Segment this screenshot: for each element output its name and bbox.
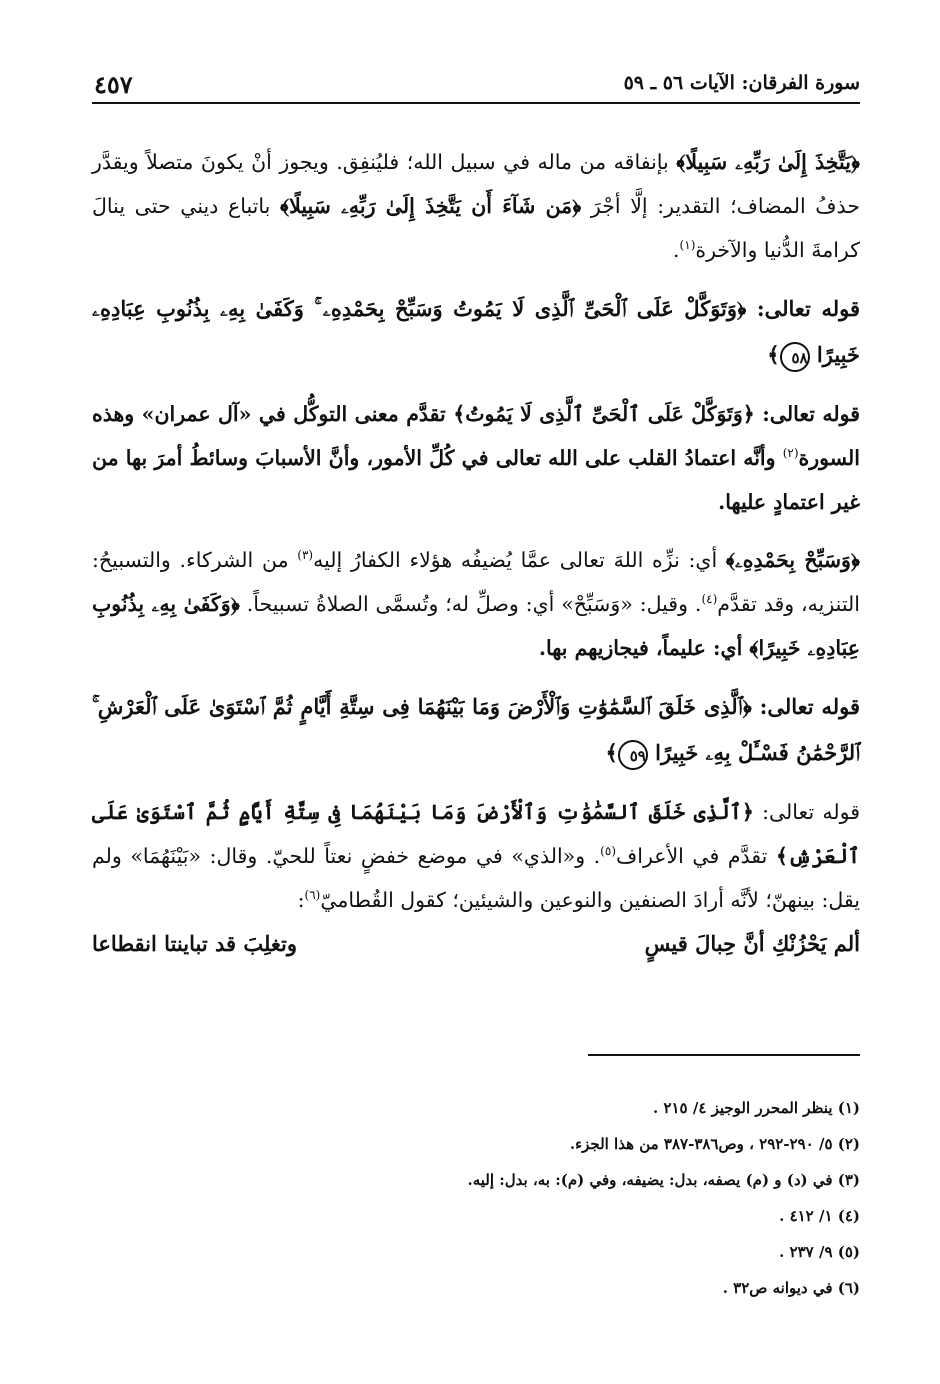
text: . وقيل: «وَسَبِّحْ» أي: وصلِّ له؛ وتُسمَّى الصلاةُ تسبيحاً. — [239, 592, 702, 616]
verse-text: ﴿ٱلَّذِى خَلَقَ ٱلسَّمَٰوَٰتِ وَٱلْأَرْضَ وَمَا بَيْنَهُمَا فِى سِتَّةِ أَيَّامٍ ثُمَّ ٱسْتَوَىٰ عَلَى ٱلْعَرْشِ ۚ ٱلرَّحْمَٰنُ فَسْـَٔلْ بِهِۦ خَبِيرًا — [92, 694, 860, 765]
footnote-item: (٥) ٩/ ٢٣٧ . — [779, 1243, 860, 1261]
page-number: ٤٥٧ — [94, 70, 133, 99]
verse-59-heading — [92, 684, 860, 776]
paragraph-4 — [92, 790, 860, 922]
paragraph-2 — [92, 392, 860, 524]
quran-quote: ﴿مَن شَآءَ أَن يَتَّخِذَ إِلَىٰ رَبِّهِۦ سَبِيلًا﴾ — [280, 194, 582, 218]
quran-quote: ﴿يَتَّخِذَ إِلَىٰ رَبِّهِۦ سَبِيلًا﴾ — [676, 150, 861, 174]
poem-second-hemistich: وتغلِبَ قد تباينتا انقطاعا — [92, 931, 298, 956]
verse-label: قوله تعالى: — [746, 296, 860, 321]
quran-quote: ﴿وَكَفَىٰ بِهِۦ بِذُنُوبِ عِبَادِهِۦ خَبِيرًا﴾ — [92, 592, 860, 660]
running-header — [92, 70, 860, 104]
text: باتباع ديني حتى ينالَ كرامةَ الدُّنيا والآخرة — [92, 194, 860, 262]
footnote-item: (٤) ١/ ٤١٢ . — [779, 1207, 860, 1225]
quran-quote: ﴿وَتَوَكَّلْ عَلَى ٱلْحَىِّ ٱلَّذِى لَا يَمُوتُ﴾ — [453, 402, 755, 426]
text: بإنفاقه من ماله في سبيل الله؛ فليُنفِق. ويجوز أنْ يكونَ متصلاً ويقدَّر حذفُ المضاف؛ التقدير: إلَّا أجْرَ — [92, 150, 860, 218]
verse-58-heading — [92, 286, 860, 378]
chapter-title: سورة الفرقان: الآيات ٥٦ ـ ٥٩ — [623, 72, 860, 94]
verse-label: قوله تعالى: — [751, 694, 860, 719]
text-lead: قوله تعالى: — [754, 402, 861, 426]
text: تقدَّم معنى التوكُّل في «آل عمران» وهذه السورة — [92, 402, 860, 470]
text: وأنَّه اعتمادُ القلب على الله تعالى في كُلِّ الأمور، وأنَّ الأسبابَ وسائطُ أمرَ بها من غير اعتمادٍ عليها. — [92, 446, 860, 514]
footnote-ref: (٣) — [297, 548, 314, 563]
footnote-item: (٢) ٥/ ٢٩٠-٢٩٢ ، وص٣٨٦-٣٨٧ من هذا الجزء. — [569, 1135, 860, 1153]
footnote-ref: (٥) — [600, 844, 616, 859]
verse-close: ﴾ — [767, 342, 780, 367]
text: . و«الذي» في موضع خفضٍ نعتاً للحيّ. وقال: «بَيْنَهُمَا» ولم يقل: بينهنّ؛ لأنَّه أرادَ الصنفين والنوعين والشيئين؛ كقول القُطاميّ — [92, 844, 860, 912]
text: من الشركاء. والتسبيحُ: التنزيه، وقد تقدَّم — [92, 548, 860, 616]
text-lead: قوله تعالى: — [753, 800, 860, 824]
quran-quote: ﴿وَسَبِّحْ بِحَمْدِهِۦ﴾ — [725, 548, 860, 572]
text: . — [673, 238, 680, 262]
text: تقدَّم في الأعراف — [616, 844, 776, 868]
poem-first-hemistich: ألم يَحْزُنْكِ أنَّ حِبالَ قيسٍ — [644, 931, 860, 956]
verse-close: ﴾ — [605, 740, 618, 765]
poem-verse — [92, 922, 860, 966]
text: أي: عليماً، فيجازيهم بها. — [538, 636, 750, 660]
paragraph-3 — [92, 538, 860, 670]
text: أي: نزِّه اللهَ تعالى عمَّا يُضيفُه هؤلاء الكفارُ إليه — [313, 548, 726, 572]
paragraph-1 — [92, 140, 860, 272]
footnote-ref: (٢) — [782, 446, 799, 461]
main-text — [92, 140, 860, 966]
verse-number-badge: ٥٩ — [618, 740, 648, 770]
footnote-item: (٣) في (د) و (م) يصفه، بدل: يضيفه، وفي (م): به، بدل: إليه. — [467, 1171, 860, 1189]
quran-quote: ﴿ٱلَّذِى خَلَقَ ٱلسَّمَٰوَٰتِ وَٱلْأَرْضَ وَمَا بَيْنَهُمَا فِى سِتَّةِ أَيَّامٍ ثُمَّ ٱسْتَوَىٰ عَلَى ٱلْعَرْشِ﴾ — [92, 800, 861, 868]
verse-text: ﴿وَتَوَكَّلْ عَلَى ٱلْحَىِّ ٱلَّذِى لَا يَمُوتُ وَسَبِّحْ بِحَمْدِهِۦ ۚ وَكَفَىٰ بِهِۦ بِذُنُوبِ عِبَادِهِۦ خَبِيرًا — [92, 296, 860, 367]
footnotes — [92, 1090, 860, 1306]
footnote-divider — [588, 1054, 860, 1056]
verse-number-badge: ٥٨ — [780, 342, 810, 372]
footnote-item: (١) ينظر المحرر الوجيز ٤/ ٢١٥ . — [652, 1099, 860, 1117]
text: : — [297, 888, 305, 912]
footnote-ref: (٦) — [304, 888, 321, 903]
footnote-ref: (١) — [679, 238, 696, 253]
footnote-ref: (٤) — [701, 592, 718, 607]
footnote-item: (٦) في ديوانه ص٣٢ . — [722, 1279, 860, 1297]
